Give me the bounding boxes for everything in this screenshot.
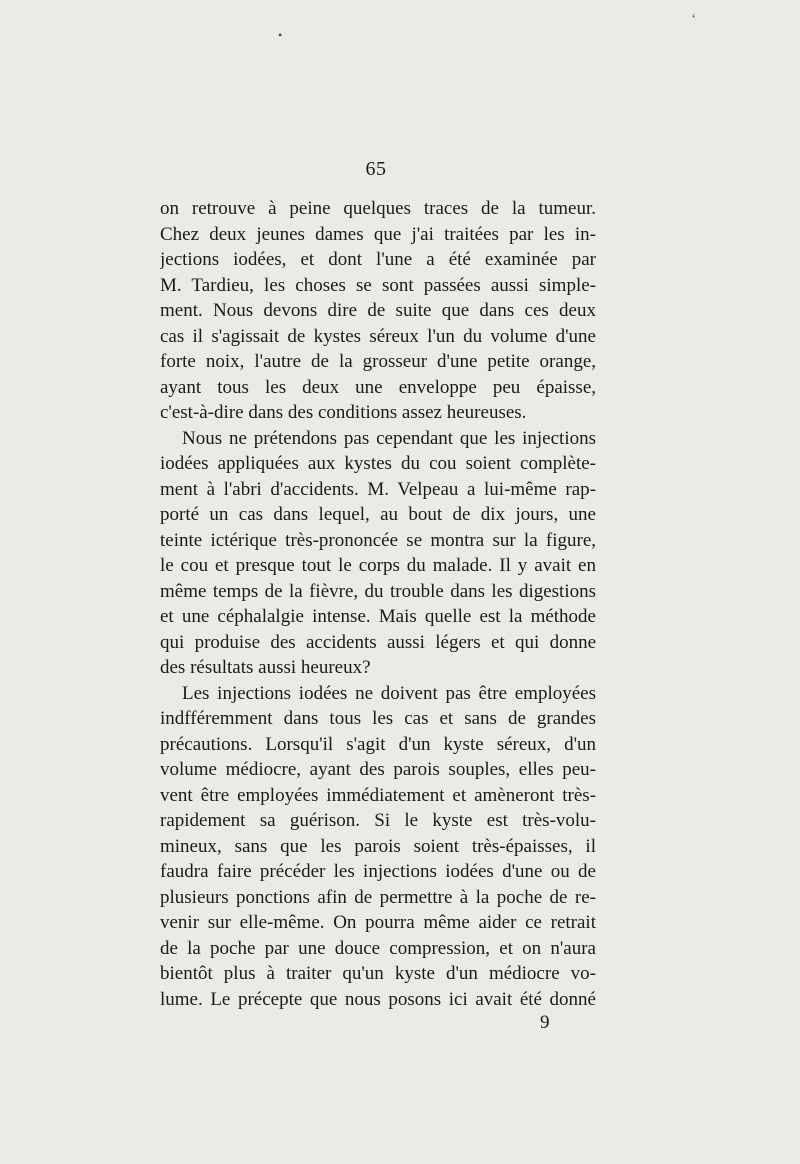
- text-line: jections iodées, et dont l'une a été examinée par: [160, 249, 596, 270]
- text-line: teinte ictérique très-prononcée se montra sur la figure,: [160, 529, 596, 551]
- page-number: 65: [365, 158, 387, 180]
- text-line: même temps de la fièvre, du trouble dans les digestions: [160, 580, 596, 602]
- text-line: ment à l'abri d'accidents. M. Velpeau a lui-même rap-: [160, 478, 596, 500]
- text-line: rapidement sa guérison. Si le kyste est très-volu-: [160, 810, 596, 831]
- text-line: Chez deux jeunes dames que j'ai traitées par les in-: [160, 223, 596, 245]
- ink-speck: •: [278, 28, 283, 42]
- text-line: c'est-à-dire dans des conditions assez heureuses.: [160, 402, 527, 423]
- text-line: on retrouve à peine quelques traces de la tumeur.: [160, 198, 596, 219]
- text-line: cas il s'agissait de kystes séreux l'un du volume d'une: [160, 325, 596, 347]
- text-line: des résultats aussi heureux?: [160, 657, 371, 678]
- text-line: et une céphalalgie intense. Mais quelle est la méthode: [160, 606, 596, 627]
- text-line: ment. Nous devons dire de suite que dans ces deux: [160, 300, 596, 321]
- corner-ink-mark: ʻ: [691, 12, 696, 27]
- text-line: porté un cas dans lequel, au bout de dix jours, une: [160, 504, 596, 525]
- text-line: indfféremment dans tous les cas et sans de grandes: [160, 708, 596, 729]
- text-line: précautions. Lorsqu'il s'agit d'un kyste séreux, d'un: [160, 733, 596, 755]
- body-text: [160, 196, 596, 1012]
- text-line: vent être employées immédiatement et amèneront très-: [160, 784, 596, 806]
- text-line: plusieurs ponctions afin de permettre à la poche de re-: [160, 886, 596, 908]
- text-line: M. Tardieu, les choses se sont passées aussi simple-: [160, 274, 596, 296]
- text-line: Nous ne prétendons pas cependant que les injections: [182, 427, 596, 449]
- text-line: Les injections iodées ne doivent pas être employées: [182, 682, 596, 704]
- text-line: iodées appliquées aux kystes du cou soient complète-: [160, 453, 596, 474]
- text-line: lume. Le précepte que nous posons ici avait été donné: [160, 988, 596, 1010]
- text-line: faudra faire précéder les injections iodées d'une ou de: [160, 861, 596, 882]
- text-line: de la poche par une douce compression, et on n'aura: [160, 937, 596, 959]
- text-line: le cou et presque tout le corps du malade. Il y avait en: [160, 555, 596, 576]
- text-line: volume médiocre, ayant des parois souples, elles peu-: [160, 759, 596, 780]
- text-line: qui produise des accidents aussi légers et qui donne: [160, 631, 596, 653]
- text-line: venir sur elle-même. On pourra même aider ce retrait: [160, 912, 596, 933]
- text-line: bientôt plus à traiter qu'un kyste d'un médiocre vo-: [160, 963, 596, 984]
- signature-mark: 9: [540, 1012, 550, 1033]
- text-line: mineux, sans que les parois soient très-épaisses, il: [160, 835, 596, 857]
- text-line: forte noix, l'autre de la grosseur d'une petite orange,: [160, 351, 596, 372]
- text-line: ayant tous les deux une enveloppe peu épaisse,: [160, 376, 596, 398]
